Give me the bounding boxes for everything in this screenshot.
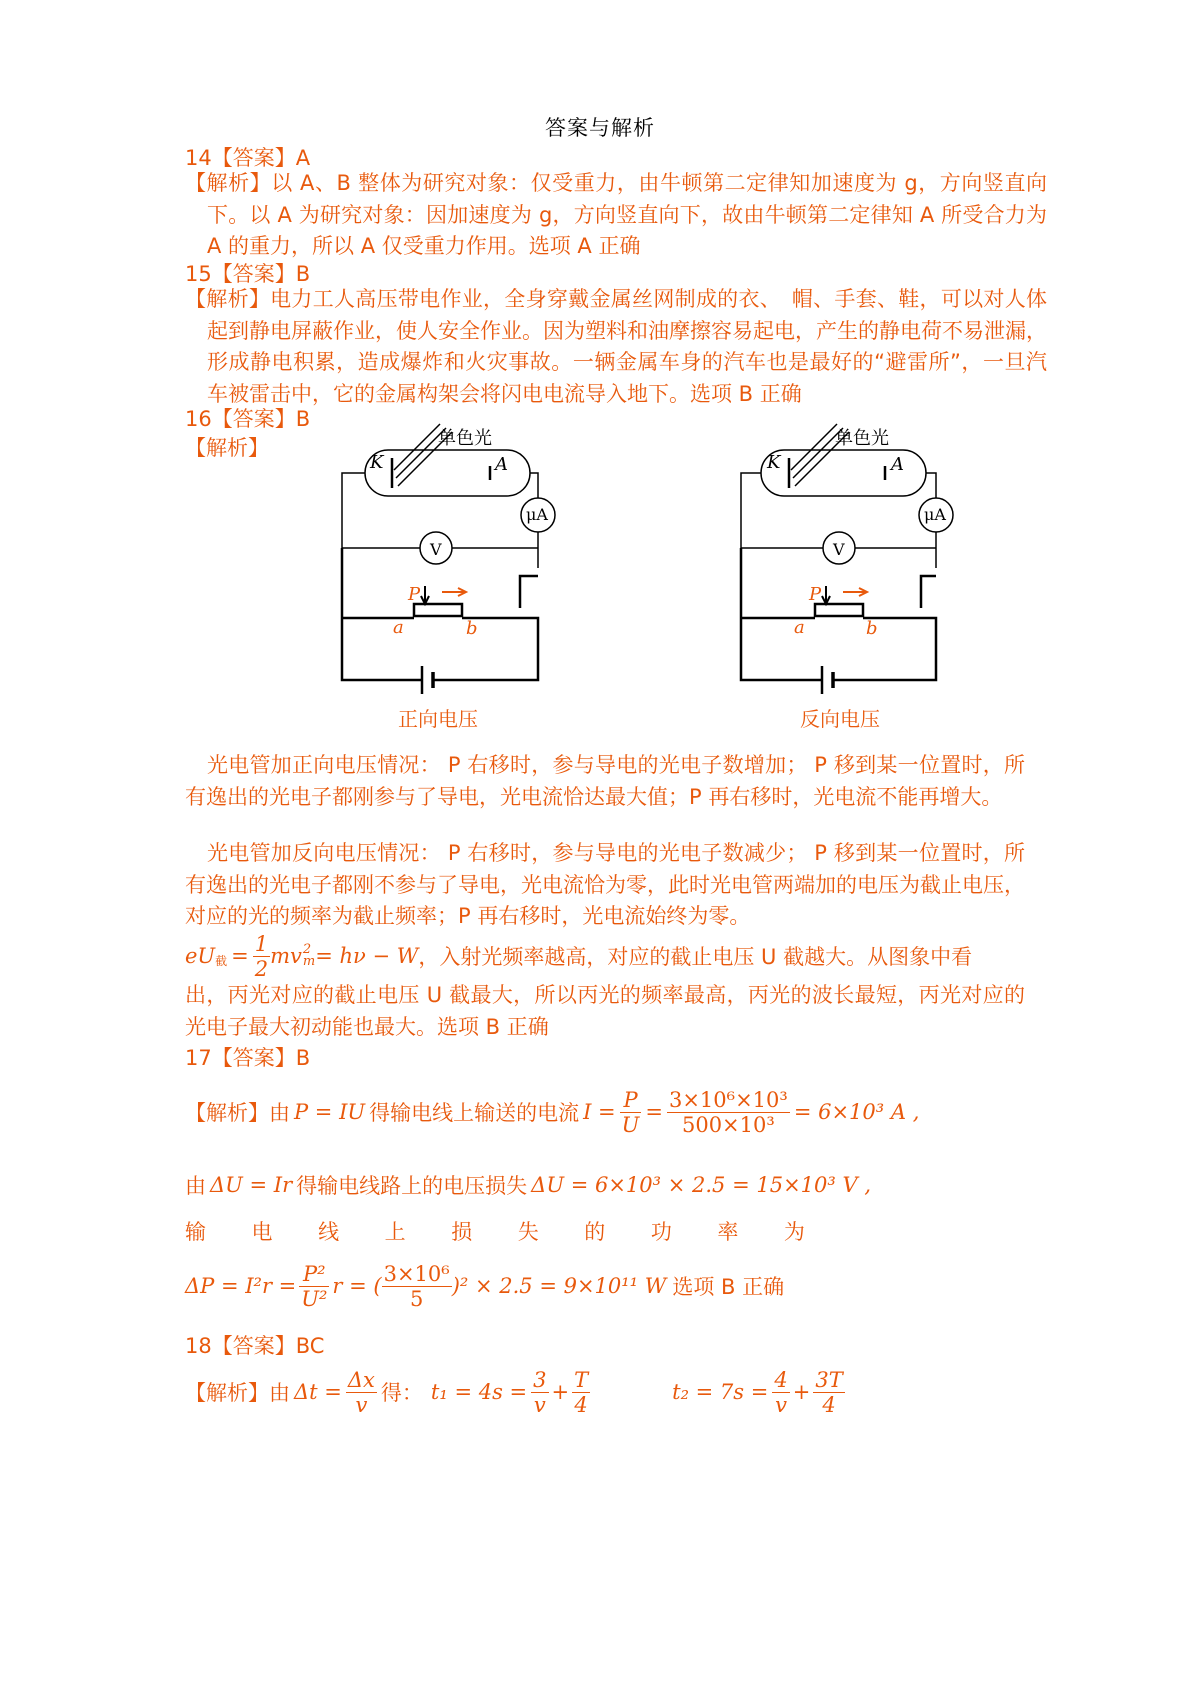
q16-para-forward: 光电管加正向电压情况： P 右移时，参与导电的光电子数增加； P 移到某一位置时，所有逸出的光电子都刚参与了导电，光电流恰达最大值；P 再右移时，光电流不能再增大。 [185,753,1025,809]
q17-result2: ΔU = 6×10³ × 2.5 = 15×10³ V , [531,1173,872,1197]
formula-mid: mv [270,944,302,968]
q18-t2-frac1: $\frac{4}{v}$ [774,1367,788,1417]
q17-mid4: r = ( [332,1274,382,1298]
q17-tail: 选项 B 正确 [672,1275,785,1299]
q17-line4 [185,1256,784,1316]
q17-char: 输 [185,1220,206,1244]
q18-t1-frac1: $\frac{3}{v}$ [533,1367,547,1417]
q17-text2: 得输电线路上的电压损失 [296,1174,528,1198]
caption-reverse: 反向电压 [800,707,880,731]
q18-t2: t₂ = 7s = [672,1380,769,1404]
label-end-a: a [393,617,404,638]
label-cathode: K [370,452,384,473]
label-ammeter: μA [924,505,946,524]
q15-answer: 15【答案】B [185,262,311,286]
label-end-a: a [794,617,805,638]
q17-eq-current: I = [583,1100,616,1124]
q17-char: 的 [584,1220,606,1244]
q16-para-conclusion: 出，丙光对应的截止电压 U 截最大，所以丙光的频率最高，丙光的波长最短，丙光对应的光电子最大初动能也最大。选项 B 正确 [185,983,1025,1039]
q18-label: 【解析】由 [185,1381,290,1405]
q18-answer: 18【答案】BC [185,1334,325,1358]
q17-char: 率 [717,1220,739,1244]
q17-frac1: $\frac{P}{U}$ [621,1087,640,1137]
rheostat [414,604,462,616]
q17-frac3: $\frac{\text{P²}}{\text{U²}}$ [301,1261,328,1311]
q17-frac4: $\frac{\text{3×10⁶}}{5}$ [383,1261,450,1311]
q16-formula-line: eU $_截$ = $\frac{1}{2}$ mv 2 m = hν − W ，入射光频率越高，对应的截止电压 U 截越大。从图象中看 [185,931,973,981]
label-light: 单色光 [835,428,889,449]
q18-line: 【解析】由 Δt = $\frac{\Delta x}{v}$ 得： t₁ = 4s = $\frac{3}{v}$ + $\frac{T}{4}$ t₂ = 7s = $\frac{4}{v}$ + $\frac{3T}{4}$ [185,1367,843,1417]
label-slider: P [408,584,421,605]
label-anode: A [891,454,904,475]
label-anode: A [495,454,508,475]
q17-eq-power: P = IU [294,1100,366,1124]
page-title: 答案与解析 [545,116,655,140]
formula-rhs: = hν − W [315,944,419,968]
q17-answer: 17【答案】B [185,1046,311,1070]
q17-label: 【解析】由 [185,1101,290,1125]
formula-sub: 截 [215,953,228,968]
label-end-b: b [466,618,478,639]
q17-char: 上 [384,1220,406,1244]
q17-line3 [185,1216,805,1246]
q17-result1: = 6×10³ A , [793,1100,920,1124]
label-ammeter: μA [526,505,548,524]
label-voltmeter: V [833,540,845,559]
q17-char: 功 [650,1220,672,1244]
q16-analysis-label: 【解析】 [185,436,269,460]
q18-frac-dx: $\frac{\Delta x}{v}$ [347,1367,375,1417]
q17-char: 电 [251,1220,273,1244]
q18-t2-frac2: $\frac{3T}{4}$ [815,1367,843,1417]
formula-half: $\frac{1}{2}$ [254,931,269,981]
q17-prefix2: 由 [185,1174,206,1198]
label-slider: P [809,584,822,605]
q18-text: 得： [380,1381,423,1405]
q17-char: 失 [517,1220,539,1244]
q17-frac2: $\frac{\text{3×10⁶×10³}}{\text{500×10³}}$ [668,1087,788,1137]
formula-lhs: eU [185,944,216,968]
q17-char: 为 [783,1220,805,1244]
q17-text1: 得输电线上输送的电流 [369,1101,580,1125]
q18-eq-dt: Δt = [294,1380,342,1404]
q16-answer: 16【答案】B [185,407,311,431]
rheostat [815,604,863,616]
q16-para-tail: ，入射光频率越高，对应的截止电压 U 截越大。从图象中看 [418,945,973,969]
q17-char: 损 [451,1220,473,1244]
q17-line1: 【解析】由 P = IU 得输电线上输送的电流 I = $\frac{P}{U}$ = $\frac{\text{3×10⁶×10³}}{\text{500×10³}}$ = 6×10³ A , [185,1087,920,1137]
q16-para-reverse: 光电管加反向电压情况： P 右移时，参与导电的光电子数减少； P 移到某一位置时，所有逸出的光电子都刚不参与了导电，光电流恰为零，此时光电管两端加的电压为截止电压，对应的光的频率为截止频率；P 再右移时，光电流始终为零。 [185,841,1025,928]
caption-forward: 正向电压 [398,707,478,731]
q18-t1: t₁ = 4s = [430,1380,528,1404]
label-voltmeter: V [430,540,442,559]
label-end-b: b [866,618,878,639]
label-cathode: K [767,452,781,473]
q17-line2 [185,1168,871,1202]
q15-analysis: 【解析】电力工人高压带电作业，全身穿戴金属丝网制成的衣、 帽、手套、鞋，可以对人体起到静电屏蔽作业，使人安全作业。因为塑料和油摩擦容易起电，产生的静电荷不易泄漏，形成静电积累，造成爆炸和火灾事故。一辆金属车身的汽车也是最好的“避雷所”，一旦汽车被雷击中，它的金属构架会将闪电电流导入地下。选项 B 正确 [185,287,1047,406]
q17-result4: )² × 2.5 = 9×10¹¹ W [451,1274,667,1298]
q17-eq-voltage: ΔU = Ir [210,1173,293,1197]
q18-t1-frac2: $\frac{T}{4}$ [574,1367,589,1417]
q14-analysis: 【解析】以 A、B 整体为研究对象：仅受重力，由牛顿第二定律知加速度为 g，方向竖直向下。以 A 为研究对象：因加速度为 g，方向竖直向下，故由牛顿第二定律知 A 所受合力为 A 的重力，所以 A 仅受重力作用。选项 A 正确 [185,171,1048,258]
label-light: 单色光 [438,428,492,449]
circuit-diagram-reverse [733,418,973,703]
circuit-diagram-forward [330,418,570,703]
q14-answer: 14【答案】A [185,146,311,170]
q17-eq-loss: ΔP = I²r = [185,1274,297,1298]
q17-char: 线 [318,1220,340,1244]
